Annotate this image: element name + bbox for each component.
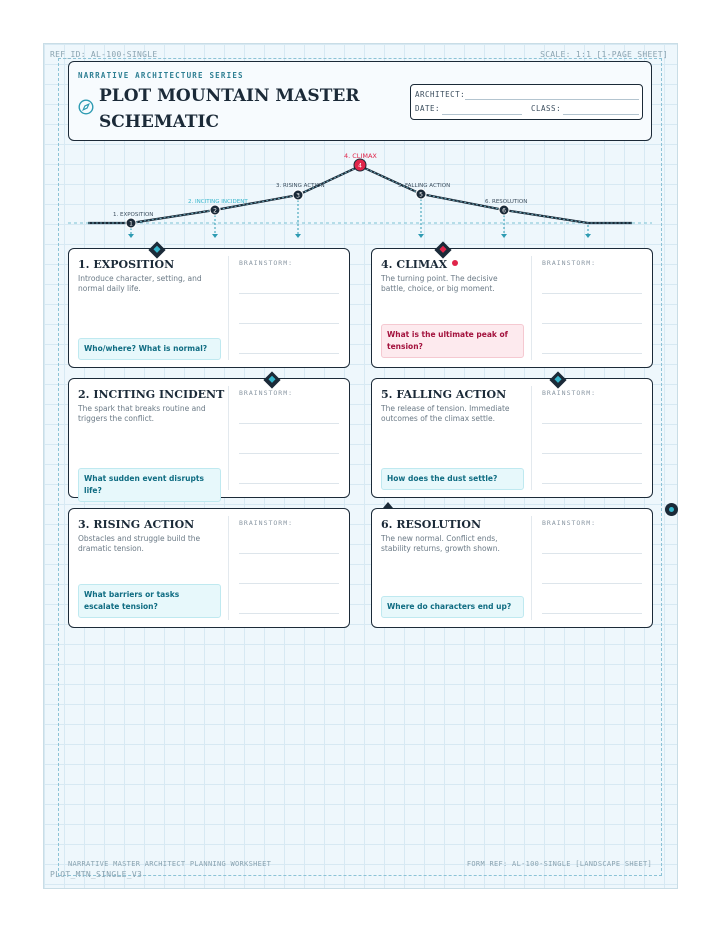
card-title [381, 258, 458, 271]
brainstorm-label: BRAINSTORM: [239, 389, 294, 397]
label-rising-action: 3. RISING ACTION [276, 183, 325, 189]
brainstorm-label: BRAINSTORM: [542, 259, 597, 267]
brainstorm-line[interactable] [239, 353, 339, 354]
brainstorm-line[interactable] [542, 353, 642, 354]
node-1-number: 1 [129, 220, 133, 228]
brainstorm-line[interactable] [542, 453, 642, 454]
card-description: The spark that breaks routine and triggers the conflict. [78, 404, 206, 423]
card-divider [228, 256, 229, 360]
side-marker-icon [665, 503, 678, 516]
brainstorm-line[interactable] [239, 613, 339, 614]
brainstorm-line[interactable] [542, 553, 642, 554]
brainstorm-line[interactable] [239, 453, 339, 454]
node-5 [416, 189, 426, 199]
card-title: 1. EXPOSITION [78, 258, 175, 271]
node-6-number: 6 [502, 207, 506, 215]
brainstorm-line[interactable] [542, 293, 642, 294]
card-marker-triangle-icon [383, 502, 393, 508]
prompt-question: Who/where? What is normal? [78, 338, 221, 360]
brainstorm-line[interactable] [239, 483, 339, 484]
footer-left-label: NARRATIVE MASTER ARCHITECT PLANNING WORKSHEET [68, 860, 272, 868]
card-rising-action [68, 508, 350, 628]
card-title: 5. FALLING ACTION [381, 388, 507, 401]
brainstorm-line[interactable] [542, 323, 642, 324]
card-title: 3. RISING ACTION [78, 518, 195, 531]
brainstorm-line[interactable] [542, 613, 642, 614]
label-exposition: 1. EXPOSITION [113, 212, 154, 218]
node-3 [293, 190, 303, 200]
date-label: DATE: [415, 104, 441, 113]
brainstorm-label: BRAINSTORM: [542, 519, 597, 527]
card-title: 2. INCITING INCIDENT [78, 388, 225, 401]
drop-arrows [128, 234, 591, 238]
prompt-question: Where do characters end up? [381, 596, 524, 618]
card-description: The turning point. The decisive battle, choice, or big moment. [381, 274, 498, 293]
node-4 [354, 159, 366, 171]
card-divider [228, 386, 229, 490]
card-divider [228, 516, 229, 620]
page-title: PLOT MOUNTAIN MASTER SCHEMATIC [99, 86, 360, 132]
brainstorm-line[interactable] [239, 423, 339, 424]
card-resolution [371, 508, 653, 628]
label-inciting-incident: 2. INCITING INCIDENT [188, 199, 248, 205]
card-title: 6. RESOLUTION [381, 518, 482, 531]
node-3-number: 3 [296, 192, 300, 200]
label-falling-action: 5. FALLING ACTION [398, 183, 451, 189]
node-2 [210, 205, 220, 215]
node-6 [499, 205, 509, 215]
card-inciting-incident [68, 378, 350, 498]
brainstorm-line[interactable] [239, 293, 339, 294]
node-1 [126, 218, 136, 228]
footer-right-label: FORM REF: AL-100-SINGLE [LANDSCAPE SHEET] [466, 860, 652, 868]
brainstorm-line[interactable] [542, 423, 642, 424]
brainstorm-line[interactable] [239, 323, 339, 324]
card-exposition [68, 248, 350, 368]
class-label: CLASS: [531, 104, 562, 113]
architect-label: ARCHITECT: [415, 90, 466, 99]
plot-line-dashes [88, 166, 632, 223]
card-description: The new normal. Conflict ends, stability returns, growth shown. [381, 534, 500, 553]
prompt-question: What is the ultimate peak of tension? [381, 324, 524, 358]
card-divider [531, 256, 532, 360]
plot-line [88, 166, 632, 223]
card-divider [531, 516, 532, 620]
brainstorm-line[interactable] [542, 483, 642, 484]
prompt-question: How does the dust settle? [381, 468, 524, 490]
brainstorm-line[interactable] [239, 553, 339, 554]
plot-mountain-diagram [0, 0, 720, 260]
climax-dot-icon [452, 260, 458, 266]
version-label: PLOT_MTN_SINGLE_V3 [50, 870, 143, 879]
brainstorm-line[interactable] [239, 583, 339, 584]
card-description: Introduce character, setting, and normal daily life. [78, 274, 202, 293]
card-climax [371, 248, 653, 368]
node-2-number: 2 [213, 207, 217, 215]
card-falling-action [371, 378, 653, 498]
ref-id-label: REF_ID: AL-100-SINGLE [50, 50, 158, 59]
card-description: Obstacles and struggle build the dramatic tension. [78, 534, 201, 553]
brainstorm-label: BRAINSTORM: [542, 389, 597, 397]
label-climax: 4. CLIMAX [344, 152, 377, 160]
brainstorm-label: BRAINSTORM: [239, 259, 294, 267]
card-title-text: 4. CLIMAX [381, 258, 448, 271]
brainstorm-line[interactable] [542, 583, 642, 584]
card-description: The release of tension. Immediate outcomes of the climax settle. [381, 404, 510, 423]
label-resolution: 6. RESOLUTION [485, 199, 528, 205]
node-4-number: 4 [358, 162, 362, 170]
card-divider [531, 386, 532, 490]
node-5-number: 5 [419, 191, 423, 199]
prompt-question: What barriers or tasks escalate tension? [78, 584, 221, 618]
brainstorm-label: BRAINSTORM: [239, 519, 294, 527]
prompt-question: What sudden event disrupts life? [78, 468, 221, 502]
scale-label: SCALE: 1:1 [1-PAGE SHEET] [540, 50, 668, 59]
series-label: NARRATIVE ARCHITECTURE SERIES [78, 71, 244, 80]
